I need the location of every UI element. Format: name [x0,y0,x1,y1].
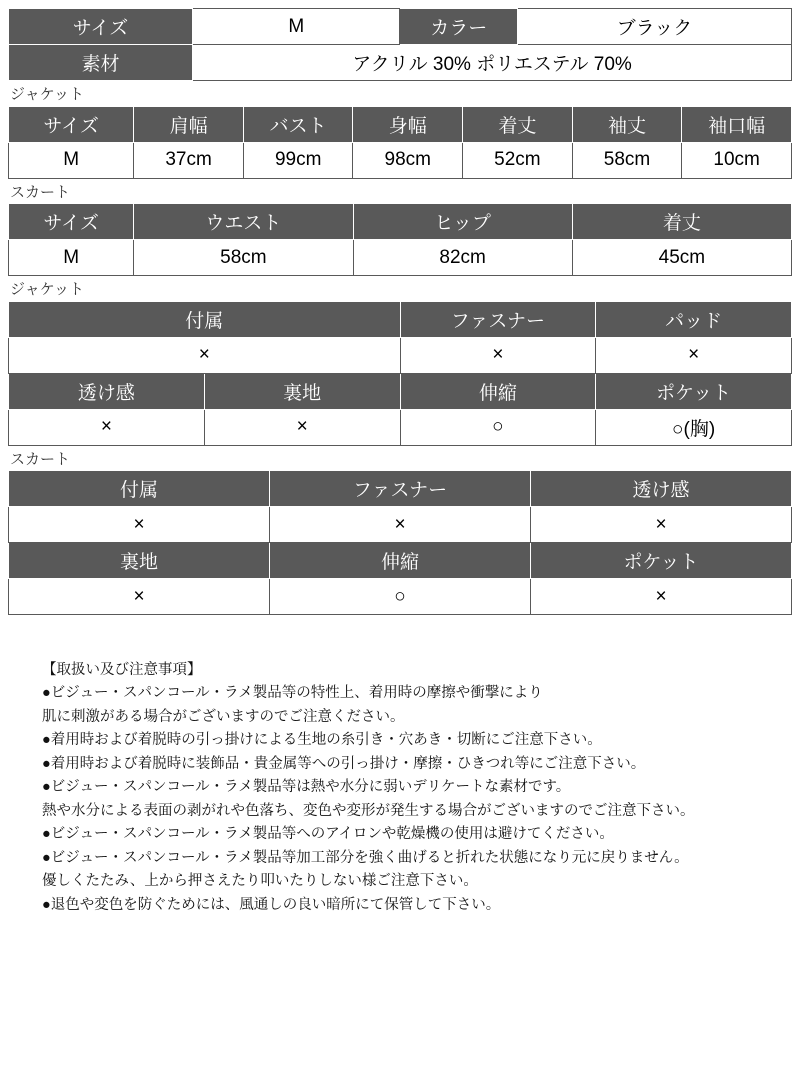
table-row [9,301,792,337]
notes-line: 優しくたたみ、上から押さえたり叩いたりしない様ご注意下さい。 [42,873,478,890]
skirt-size-table [8,203,792,276]
col-header: 袖丈 [572,106,682,142]
col-header: 透け感 [9,373,205,409]
cell-value: × [270,507,531,543]
cell-value: M [9,142,134,178]
table-row [9,240,792,276]
table-row [9,373,792,409]
jacket-size-table [8,106,792,179]
care-notes [42,659,772,917]
cell-value: × [531,507,792,543]
color-value: ブラック [517,9,791,45]
col-header: ウエスト [134,204,353,240]
col-header: サイズ [9,204,134,240]
notes-line: ●退色や変色を防ぐためには、風通しの良い暗所にて保管して下さい。 [42,896,501,913]
cell-value: 52cm [463,142,573,178]
col-header: ファスナー [270,471,531,507]
size-header: サイズ [9,9,193,45]
col-header: 着丈 [463,106,573,142]
table-row [9,106,792,142]
col-header: バスト [243,106,353,142]
cell-value: 45cm [572,240,791,276]
col-header: ポケット [531,543,792,579]
section-label-skirt-size: スカート [10,183,71,201]
cell-value: ○(胸) [596,409,792,445]
col-header: 付属 [9,471,270,507]
notes-line: ●着用時および着脱時の引っ掛けによる生地の糸引き・穴あき・切断にご注意下さい。 [42,732,602,749]
col-header: 肩幅 [134,106,244,142]
table-row [9,507,792,543]
material-value: アクリル 30% ポリエステル 70% [193,45,792,81]
col-header: 着丈 [572,204,791,240]
table-row [9,471,792,507]
notes-line: ●ビジュー・スパンコール・ラメ製品等は熱や水分に弱いデリケートな素材です。 [42,779,571,796]
jacket-detail-table [8,301,792,446]
notes-line: 肌に刺激がある場合がございますのでご注意ください。 [42,708,405,725]
top-spec-table [8,8,792,81]
section-label-jacket-size: ジャケット [10,86,84,103]
cell-value: × [9,409,205,445]
cell-value: × [400,337,596,373]
top-spec-table-wrap [8,8,792,81]
cell-value: × [9,337,401,373]
cell-value: 10cm [682,142,792,178]
cell-value: 58cm [572,142,682,178]
col-header: ポケット [596,373,792,409]
cell-value: × [204,409,400,445]
cell-value: × [596,337,792,373]
col-header: 裏地 [204,373,400,409]
col-header: パッド [596,301,792,337]
cell-value: × [9,579,270,615]
cell-value: 98cm [353,142,463,178]
skirt-detail-table [8,470,792,615]
cell-value: × [9,507,270,543]
table-row [9,142,792,178]
col-header: ファスナー [400,301,596,337]
table-row [9,337,792,373]
cell-value: 58cm [134,240,353,276]
table-row [9,9,792,45]
col-header: 裏地 [9,543,270,579]
cell-value: ○ [400,409,596,445]
cell-value: 99cm [243,142,353,178]
cell-value: × [531,579,792,615]
col-header: 付属 [9,301,401,337]
col-header: ヒップ [353,204,572,240]
col-header: 伸縮 [270,543,531,579]
cell-value: M [9,240,134,276]
color-header: カラー [400,9,517,45]
material-header: 素材 [9,45,193,81]
notes-line: ●ビジュー・スパンコール・ラメ製品等へのアイロンや乾燥機の使用は避けてください。 [42,826,614,843]
col-header: 身幅 [353,106,463,142]
notes-line: 熱や水分による表面の剥がれや色落ち、変色や変形が発生する場合がございますのでご注意下さい。 [42,802,695,819]
notes-line: ●ビジュー・スパンコール・ラメ製品等の特性上、着用時の摩擦や衝撃により [42,685,543,702]
notes-line: ●着用時および着脱時に装飾品・貴金属等への引っ掛け・摩擦・ひきつれ等にご注意下さい。 [42,755,646,772]
col-header: サイズ [9,106,134,142]
table-row [9,45,792,81]
section-label-jacket-detail: ジャケット [10,281,84,298]
notes-title: 【取扱い及び注意事項】 [42,662,202,678]
notes-line: ●ビジュー・スパンコール・ラメ製品等加工部分を強く曲げると折れた状態になり元に戻りません。 [42,849,689,866]
col-header: 袖口幅 [682,106,792,142]
section-label-skirt-detail: スカート [10,450,71,468]
col-header: 透け感 [531,471,792,507]
cell-value: ○ [270,579,531,615]
cell-value: 82cm [353,240,572,276]
cell-value: 37cm [134,142,244,178]
table-row [9,543,792,579]
col-header: 伸縮 [400,373,596,409]
size-value: M [193,9,400,45]
table-row [9,579,792,615]
table-row [9,204,792,240]
table-row [9,409,792,445]
